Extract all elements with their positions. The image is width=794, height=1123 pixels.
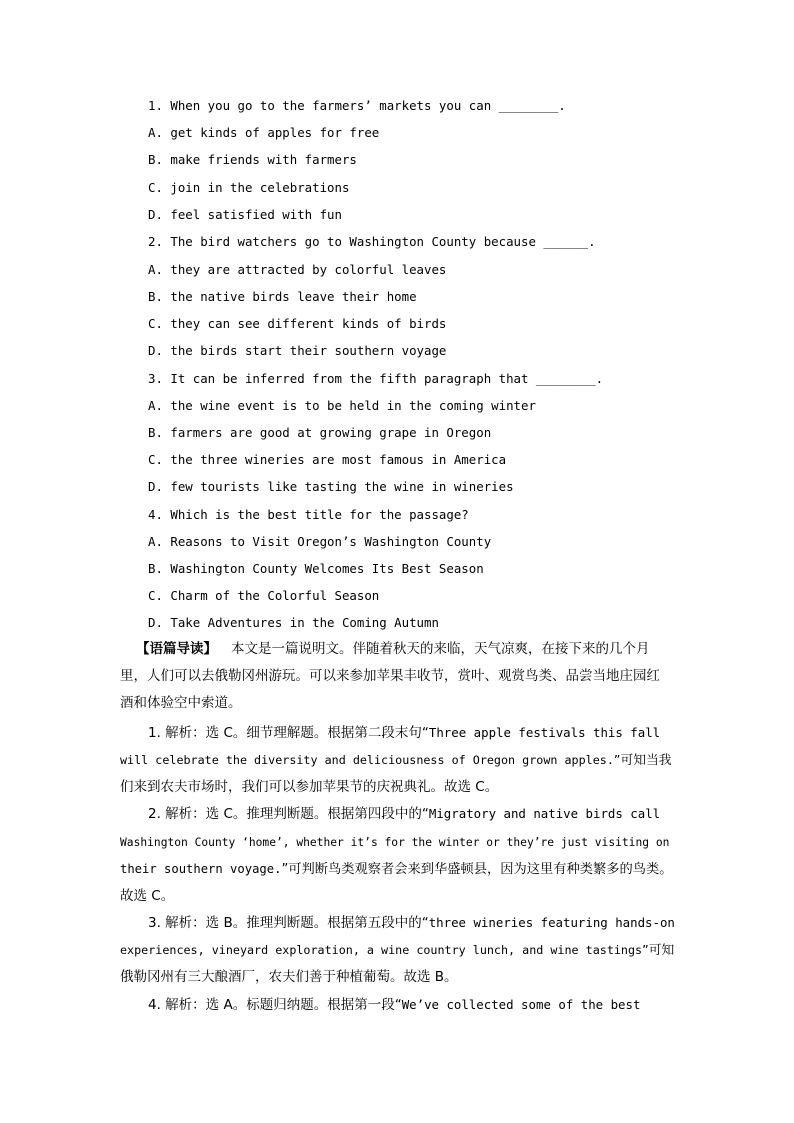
guide-line-1 xyxy=(136,640,676,658)
guide-label: 【语篇导读】 xyxy=(136,641,217,657)
analysis-2-en-1: Migratory and native birds call xyxy=(428,806,661,821)
question-4-stem: 4. Which is the best title for the passage? xyxy=(148,507,469,522)
question-2-option-c: C. they can see different kinds of birds xyxy=(148,316,447,331)
analysis-4-en-1: We’ve collected some of the best xyxy=(401,997,641,1012)
question-4-option-a: A. Reasons to Visit Oregon’s Washington County xyxy=(148,534,492,549)
analysis-1-en-2: will celebrate the diversity and deliciousness of Oregon grown apples. xyxy=(120,753,614,767)
analysis-2-line-2 xyxy=(120,833,676,852)
analysis-1-line-3: 们来到农夫市场时，我们可以参加苹果节的庆祝典礼。故选 C。 xyxy=(120,779,499,795)
question-3-option-b: B. farmers are good at growing grape in Oregon xyxy=(148,425,492,440)
analysis-2-cn-3: ”可判断鸟类观察者会来到华盛顿县，因为这里有种类繁多的鸟类。 xyxy=(281,862,673,877)
question-3-option-a: A. the wine event is to be held in the coming winter xyxy=(148,398,536,413)
guide-text-1: 本文是一篇说明文。伴随着秋天的来临，天气凉爽，在接下来的几个月 xyxy=(231,641,650,657)
question-4-option-c: C. Charm of the Colorful Season xyxy=(148,588,380,603)
analysis-3-en-2: experiences, vineyard exploration, a wine country lunch, and wine tastings xyxy=(120,943,643,957)
question-2-stem: 2. The bird watchers go to Washington County because ______. xyxy=(148,234,596,249)
question-2-option-a: A. they are attracted by colorful leaves xyxy=(148,262,447,277)
question-3-stem: 3. It can be inferred from the fifth paragraph that ________. xyxy=(148,371,604,386)
analysis-1-cn-2: ”可知当我 xyxy=(613,753,672,768)
question-1-option-b: B. make friends with farmers xyxy=(148,152,357,167)
analysis-3-cn-1: 3. 解析：选 B。推理判断题。根据第五段中的“ xyxy=(148,915,429,931)
question-2-option-b: B. the native birds leave their home xyxy=(148,289,417,304)
analysis-3-cn-2: ”可知 xyxy=(642,943,675,958)
guide-line-2: 里，人们可以去俄勒冈州游玩。可以来参加苹果丰收节，赏叶、观赏鸟类、品尝当地庄园红 xyxy=(120,668,660,684)
analysis-4-cn-1: 4. 解析：选 A。标题归纳题。根据第一段“ xyxy=(148,997,402,1013)
analysis-2-line-1 xyxy=(148,805,676,823)
guide-line-3: 酒和体验空中索道。 xyxy=(120,695,242,711)
question-4-option-d: D. Take Adventures in the Coming Autumn xyxy=(148,615,439,630)
question-3-option-c: C. the three wineries are most famous in America xyxy=(148,452,507,467)
analysis-2-en-2: Washington County ‘home’, whether it’s for the winter or they’re just visiting on xyxy=(120,836,670,849)
analysis-3-line-1 xyxy=(148,914,676,932)
analysis-1-line-2 xyxy=(120,751,676,770)
analysis-1-en-1: Three apple festivals this fall xyxy=(428,725,661,740)
question-1-option-c: C. join in the celebrations xyxy=(148,180,350,195)
analysis-3-line-2 xyxy=(120,941,676,960)
question-1-option-d: D. feel satisfied with fun xyxy=(148,207,342,222)
question-3-option-d: D. few tourists like tasting the wine in wineries xyxy=(148,479,514,494)
analysis-1-line-1 xyxy=(148,724,676,742)
analysis-4-line-1 xyxy=(148,996,676,1014)
question-1-stem: 1. When you go to the farmers’ markets you can ________. xyxy=(148,98,566,113)
question-2-option-d: D. the birds start their southern voyage xyxy=(148,343,447,358)
question-1-option-a: A. get kinds of apples for free xyxy=(148,125,380,140)
analysis-2-line-3 xyxy=(120,860,676,879)
analysis-2-line-4: 故选 C。 xyxy=(120,888,175,904)
question-4-option-b: B. Washington County Welcomes Its Best Season xyxy=(148,561,484,576)
analysis-3-line-3: 俄勒冈州有三大酿酒厂，农夫们善于种植葡萄。故选 B。 xyxy=(120,969,458,985)
analysis-2-en-3: their southern voyage. xyxy=(120,862,282,876)
analysis-1-cn-1: 1. 解析：选 C。细节理解题。根据第二段末句“ xyxy=(148,725,429,741)
analysis-2-cn-1: 2. 解析：选 C。推理判断题。根据第四段中的“ xyxy=(148,806,429,822)
analysis-3-en-1: three wineries featuring hands-on xyxy=(428,915,675,930)
